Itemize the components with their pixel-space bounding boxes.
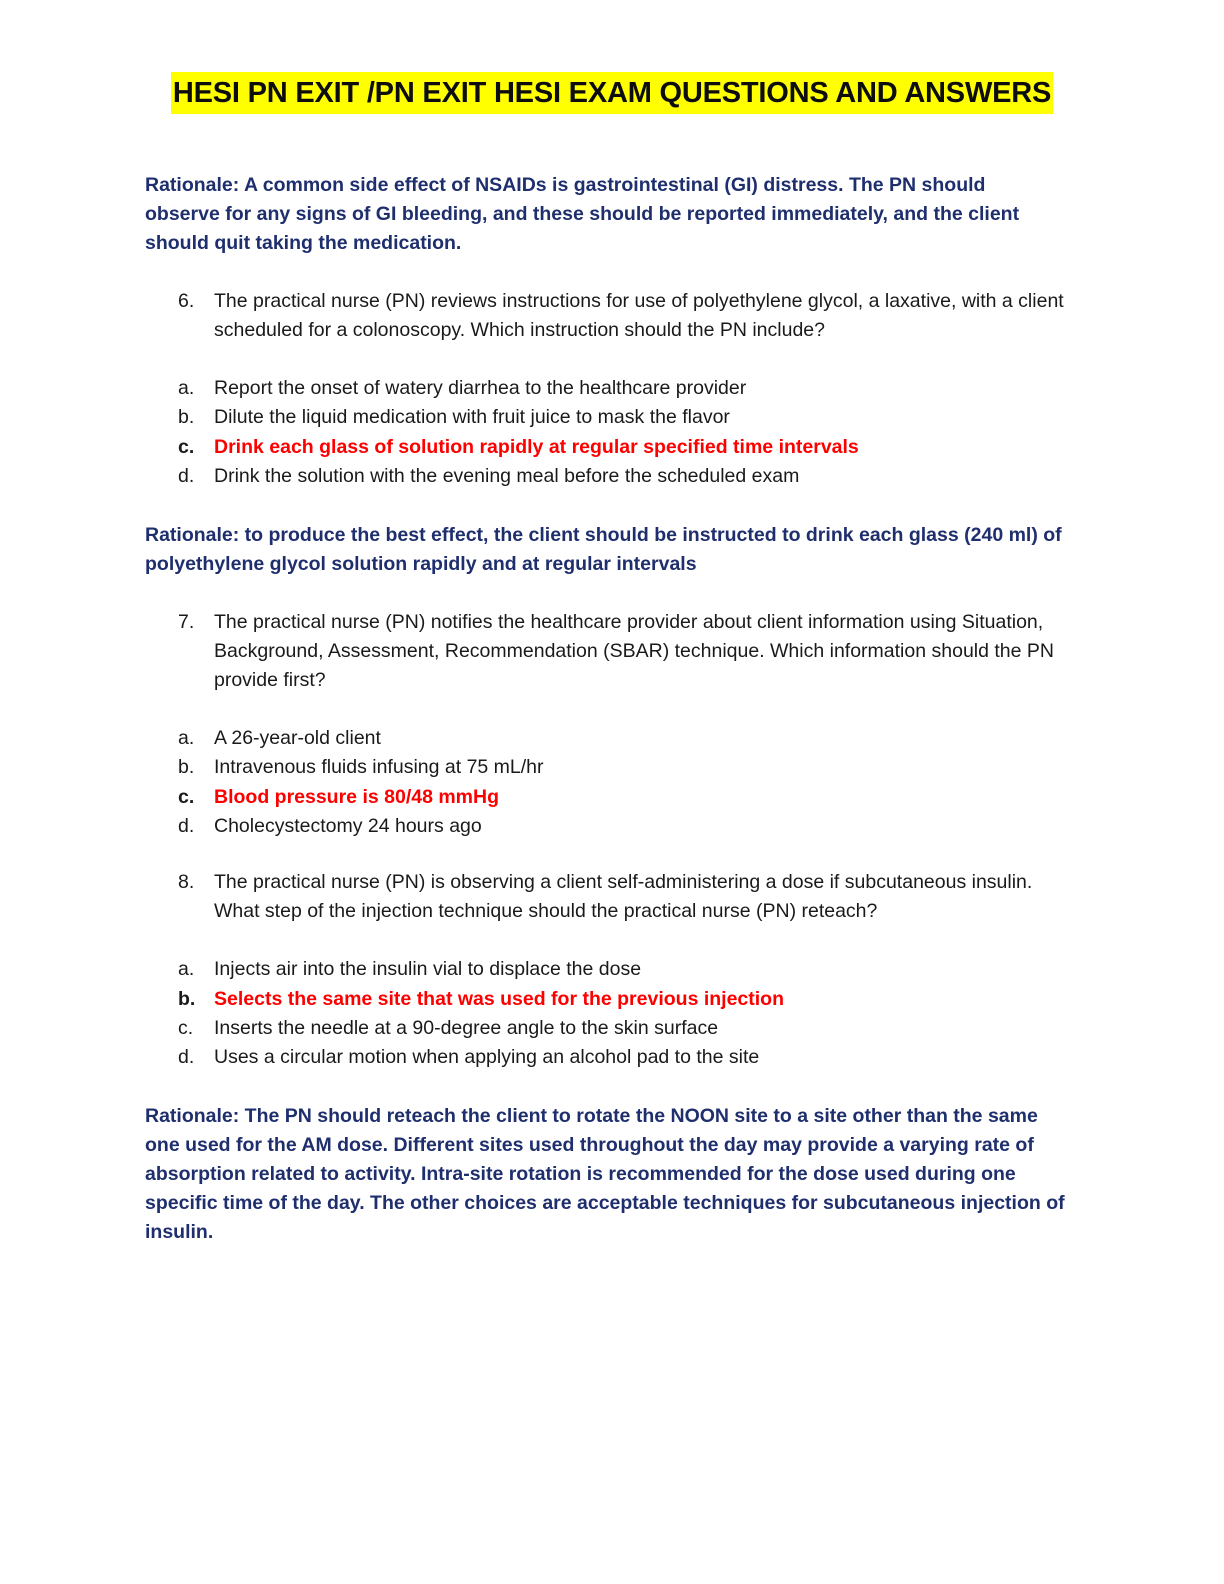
- option-letter: d.: [178, 815, 195, 838]
- option-letter: b.: [178, 756, 195, 779]
- option-q6-c-correct: [145, 433, 1224, 462]
- option-letter: c.: [178, 1016, 194, 1039]
- option-q7-b: [145, 753, 1224, 782]
- rationale-q6: Rationale: to produce the best effect, the client should be instructed to drink each glass (240 ml) of polyethylene glycol solution rapidly and at regular intervals: [145, 524, 1062, 576]
- option-text: Blood pressure is 80/48 mmHg: [214, 785, 500, 808]
- option-letter: c.: [178, 435, 195, 458]
- question-number: 8.: [178, 871, 195, 894]
- option-text: Injects air into the insulin vial to displace the dose: [214, 958, 642, 981]
- options-q8: [145, 955, 1224, 1072]
- option-text: Drink the solution with the evening meal before the scheduled exam: [214, 464, 800, 487]
- options-q7: [145, 724, 1224, 841]
- option-letter: b.: [178, 987, 196, 1010]
- option-q7-c-correct: [145, 783, 1224, 812]
- option-text: A 26-year-old client: [214, 727, 381, 750]
- option-text: Inserts the needle at a 90-degree angle to the skin surface: [214, 1016, 719, 1039]
- option-q8-d: [145, 1043, 1224, 1072]
- question-7: [145, 608, 1065, 695]
- option-q7-d: [145, 812, 1224, 841]
- option-letter: b.: [178, 406, 195, 429]
- question-6: [145, 287, 1065, 345]
- option-text: Drink each glass of solution rapidly at regular specified time intervals: [214, 435, 859, 458]
- option-letter: d.: [178, 1046, 195, 1069]
- option-text: Dilute the liquid medication with fruit juice to mask the flavor: [214, 406, 730, 429]
- rationale-q8: Rationale: The PN should reteach the client to rotate the NOON site to a site other than the same one used for the AM dose. Different sites used throughout the day may provide a varying rate of absorption related to activity. Intra-site rotation is recommended for the dose used during one specific time of the day. The other choices are acceptable techniques for subcutaneous injection of insulin.: [145, 1104, 1065, 1243]
- option-q6-b: [145, 403, 1224, 432]
- option-q6-a: [145, 374, 1224, 403]
- option-text: Cholecystectomy 24 hours ago: [214, 815, 482, 838]
- option-text: Report the onset of watery diarrhea to the healthcare provider: [214, 377, 747, 399]
- option-q8-a: [145, 955, 1224, 984]
- question-number: 6.: [178, 290, 195, 312]
- question-8: [145, 868, 1065, 926]
- option-q7-a: [145, 724, 1224, 753]
- question-number: 7.: [178, 611, 195, 634]
- option-text: Uses a circular motion when applying an alcohol pad to the site: [214, 1046, 760, 1069]
- option-letter: c.: [178, 785, 195, 808]
- option-letter: a.: [178, 958, 195, 981]
- option-text: Intravenous fluids infusing at 75 mL/hr: [214, 756, 544, 779]
- option-q8-b-correct: [145, 985, 1224, 1014]
- option-letter: a.: [178, 727, 195, 750]
- option-letter: d.: [178, 464, 195, 487]
- page-title: HESI PN EXIT /PN EXIT HESI EXAM QUESTIONS AND ANSWERS: [171, 72, 1053, 114]
- option-q6-d: [145, 462, 1224, 491]
- rationale-q5: Rationale: A common side effect of NSAIDs is gastrointestinal (GI) distress. The PN should observe for any signs of GI bleeding, and these should be reported immediately, and the client should quit taking the medication.: [145, 174, 1020, 254]
- options-q6: [145, 374, 1224, 491]
- option-q8-c: [145, 1014, 1224, 1043]
- question-text: The practical nurse (PN) is observing a client self-administering a dose if subcutaneous insulin. What step of the injection technique should the practical nurse (PN) reteach?: [214, 871, 1033, 923]
- option-text: Selects the same site that was used for the previous injection: [214, 987, 785, 1010]
- question-text: The practical nurse (PN) notifies the healthcare provider about client information using Situation, Background, Assessment, Recommendation (SBAR) technique. Which information should the PN provide first?: [214, 611, 1054, 692]
- option-letter: a.: [178, 377, 195, 399]
- title-wrapper: [0, 72, 1224, 114]
- question-text: The practical nurse (PN) reviews instructions for use of polyethylene glycol, a laxative, with a client scheduled for a colonoscopy. Which instruction should the PN include?: [214, 290, 1064, 341]
